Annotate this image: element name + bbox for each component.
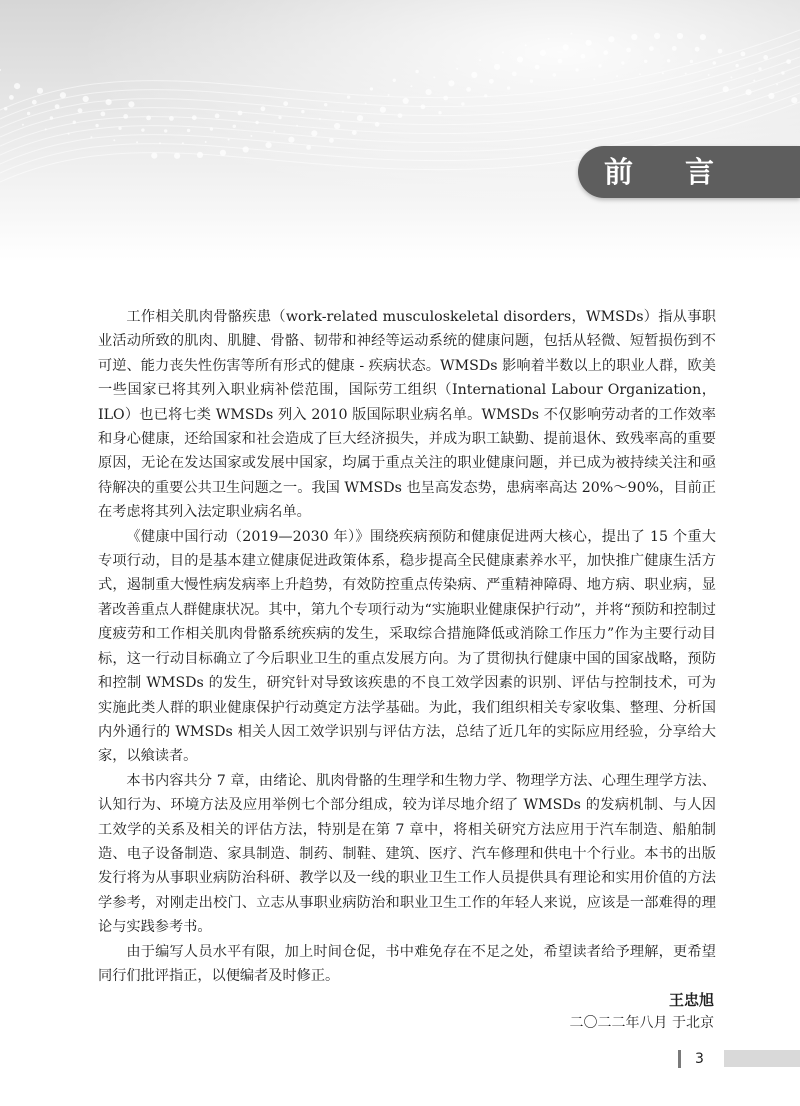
paragraph: 《健康中国行动（2019—2030 年）》围绕疾病预防和健康促进两大核心，提出了 15 个重大专项行动，目的是基本建立健康促进政策体系，稳步提高全民健康素养水平，加快推广健康生活方式，遏制重大慢性病发病率上升趋势，有效防控重点传染病、严重精神障碍、地方病、职业病，显著改善重点人群健康状况。其中，第九个专项行动为“实施职业健康保护行动”，并将“预防和控制过度疲劳和工作相关肌肉骨骼系统疾病的发生，采取综合措施降低或消除工作压力”作为主要行动目标，这一行动目标确立了今后职业卫生的重点发展方向。为了贯彻执行健康中国的国家战略，预防和控制 WMSDs 的发生，研究针对导致该疾患的不良工效学因素的识别、评估与控制技术，可为实施此类人群的职业健康保护行动奠定方法学基础。为此，我们组织相关专家收集、整理、分析国内外通行的 WMSDs 相关人因工效学识别与评估方法，总结了近几年的实际应用经验，分享给大家，以飨读者。 <box>98 528 716 765</box>
author-name: 王忠旭 <box>668 991 714 1009</box>
preface-body <box>98 305 716 988</box>
page-number: 3 <box>695 1051 704 1067</box>
signature-date: 二〇二二年八月 于北京 <box>569 1015 714 1031</box>
page-title: 前言 <box>604 155 767 189</box>
wave-dots-decoration <box>0 0 800 260</box>
page-strip <box>724 1050 800 1067</box>
paragraph: 工作相关肌肉骨骼疾患（work-related musculoskeletal disorders，WMSDs）指从事职业活动所致的肌肉、肌腱、骨骼、韧带和神经等运动系统的健康问题，包括从轻微、短暂损伤到不可逆、能力丧失性伤害等所有形式的健康 - 疾病状态。WMSDs 影响着半数以上的职业人群，欧美一些国家已将其列入职业病补偿范围，国际劳工组织（International Labour Organization，ILO）也已将七类 WMSDs 列入 2010 版国际职业病名单。WMSDs 不仅影响劳动者的工作效率和身心健康，还给国家和社会造成了巨大经济损失，并成为职工缺勤、提前退休、致残率高的重要原因，无论在发达国家或发展中国家，均属于重点关注的职业健康问题，并已成为被持续关注和亟待解决的重要公共卫生问题之一。我国 WMSDs 也呈高发态势，患病率高达 20%～90%，目前正在考虑将其列入法定职业病名单。 <box>98 309 716 521</box>
page-marker-bar <box>678 1050 681 1068</box>
paragraph: 由于编写人员水平有限，加上时间仓促，书中难免存在不足之处，希望读者给予理解，更希望同行们批评指正，以便编者及时修正。 <box>98 943 716 984</box>
paragraph: 本书内容共分 7 章，由绪论、肌肉骨骼的生理学和生物力学、物理学方法、心理生理学方法、认知行为、环境方法及应用举例七个部分组成，较为详尽地介绍了 WMSDs 的发病机制、与人因工效学的关系及相关的评估方法，特别是在第 7 章中，将相关研究方法应用于汽车制造、船舶制造、电子设备制造、家具制造、制药、制鞋、建筑、医疗、汽车修理和供电十个行业。本书的出版发行将为从事职业病防治科研、教学以及一线的职业卫生工作人员提供具有理论和实用价值的方法学参考，对刚走出校门、立志从事职业病防治和职业卫生工作的年轻人来说，应该是一部难得的理论与实践参考书。 <box>98 772 716 936</box>
header-banner <box>0 0 800 260</box>
